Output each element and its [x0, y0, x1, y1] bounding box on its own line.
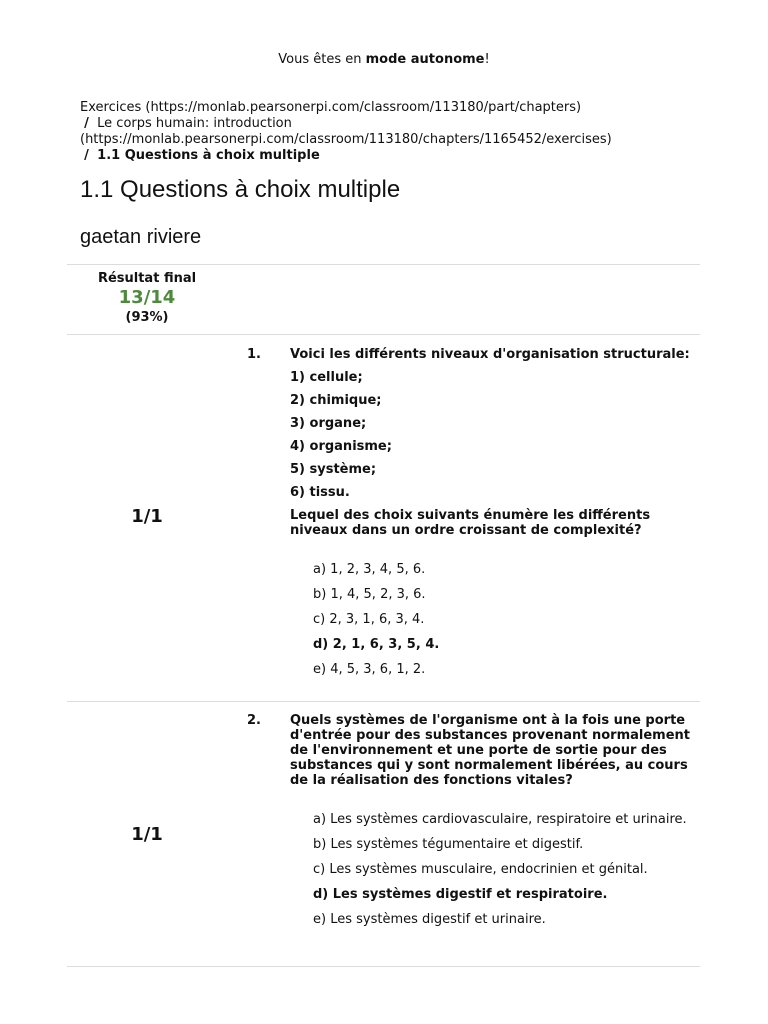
breadcrumb-current: 1.1 Questions à choix multiple [97, 148, 320, 163]
divider [67, 334, 700, 335]
final-result-label: Résultat final [97, 271, 197, 286]
question-1-line: Lequel des choix suivants énumère les différents niveaux dans un ordre croissant de complexité? [290, 508, 651, 538]
final-result [87, 271, 207, 325]
divider [67, 966, 700, 967]
breadcrumb-link-chapter[interactable]: Le corps humain: introduction (https://monlab.pearsonerpi.com/classroom/113180/chapters/1165452/exercises) [80, 116, 612, 147]
question-1-options [313, 562, 693, 687]
breadcrumb [80, 100, 700, 164]
question-2-number: 2. [247, 713, 261, 728]
mode-banner [0, 52, 768, 67]
question-1-line: 1) cellule; [290, 370, 363, 385]
answer-option: e) Les systèmes digestif et urinaire. [313, 912, 546, 927]
answer-option-correct: d) Les systèmes digestif et respiratoire. [313, 887, 608, 902]
answer-option: c) 2, 3, 1, 6, 3, 4. [313, 612, 425, 627]
final-score: 13/14 [118, 287, 176, 308]
question-2-text [290, 713, 690, 796]
question-2-options [313, 812, 693, 937]
answer-option: c) Les systèmes musculaire, endocrinien et génital. [313, 862, 648, 877]
final-percent: (93%) [125, 310, 169, 325]
question-1-line: 2) chimique; [290, 393, 382, 408]
question-2-line: Quels systèmes de l'organisme ont à la fois une porte d'entrée pour des substances provenant normalement de l'environnement et une porte de sortie pour des substances qui y sont normalement libérées, au cours de la réalisation des fonctions vitales? [290, 713, 691, 788]
question-1-line: 4) organisme; [290, 439, 392, 454]
question-1-score: 1/1 [131, 506, 163, 527]
question-2-score: 1/1 [131, 824, 163, 845]
question-1-number: 1. [247, 347, 261, 362]
banner-prefix: Vous êtes en [278, 52, 366, 67]
divider [67, 701, 700, 702]
divider [67, 264, 700, 265]
banner-mode: mode autonome [365, 52, 485, 67]
question-1-line: Voici les différents niveaux d'organisation structurale: [290, 347, 690, 362]
answer-option: e) 4, 5, 3, 6, 1, 2. [313, 662, 426, 677]
answer-option: b) 1, 4, 5, 2, 3, 6. [313, 587, 426, 602]
student-name: gaetan riviere [80, 226, 202, 248]
answer-option: a) Les systèmes cardiovasculaire, respiratoire et urinaire. [313, 812, 687, 827]
page-title: 1.1 Questions à choix multiple [80, 176, 401, 203]
breadcrumb-separator: / [84, 116, 89, 131]
question-1-line: 5) système; [290, 462, 377, 477]
breadcrumb-separator: / [84, 148, 89, 163]
banner-suffix: ! [484, 52, 490, 67]
breadcrumb-link-exercices[interactable]: Exercices (https://monlab.pearsonerpi.com/classroom/113180/part/chapters) [80, 100, 582, 115]
question-1-text [290, 347, 690, 546]
question-1-line: 3) organe; [290, 416, 367, 431]
answer-option: b) Les systèmes tégumentaire et digestif. [313, 837, 584, 852]
answer-option: a) 1, 2, 3, 4, 5, 6. [313, 562, 426, 577]
question-1-line: 6) tissu. [290, 485, 350, 500]
answer-option-correct: d) 2, 1, 6, 3, 5, 4. [313, 637, 440, 652]
